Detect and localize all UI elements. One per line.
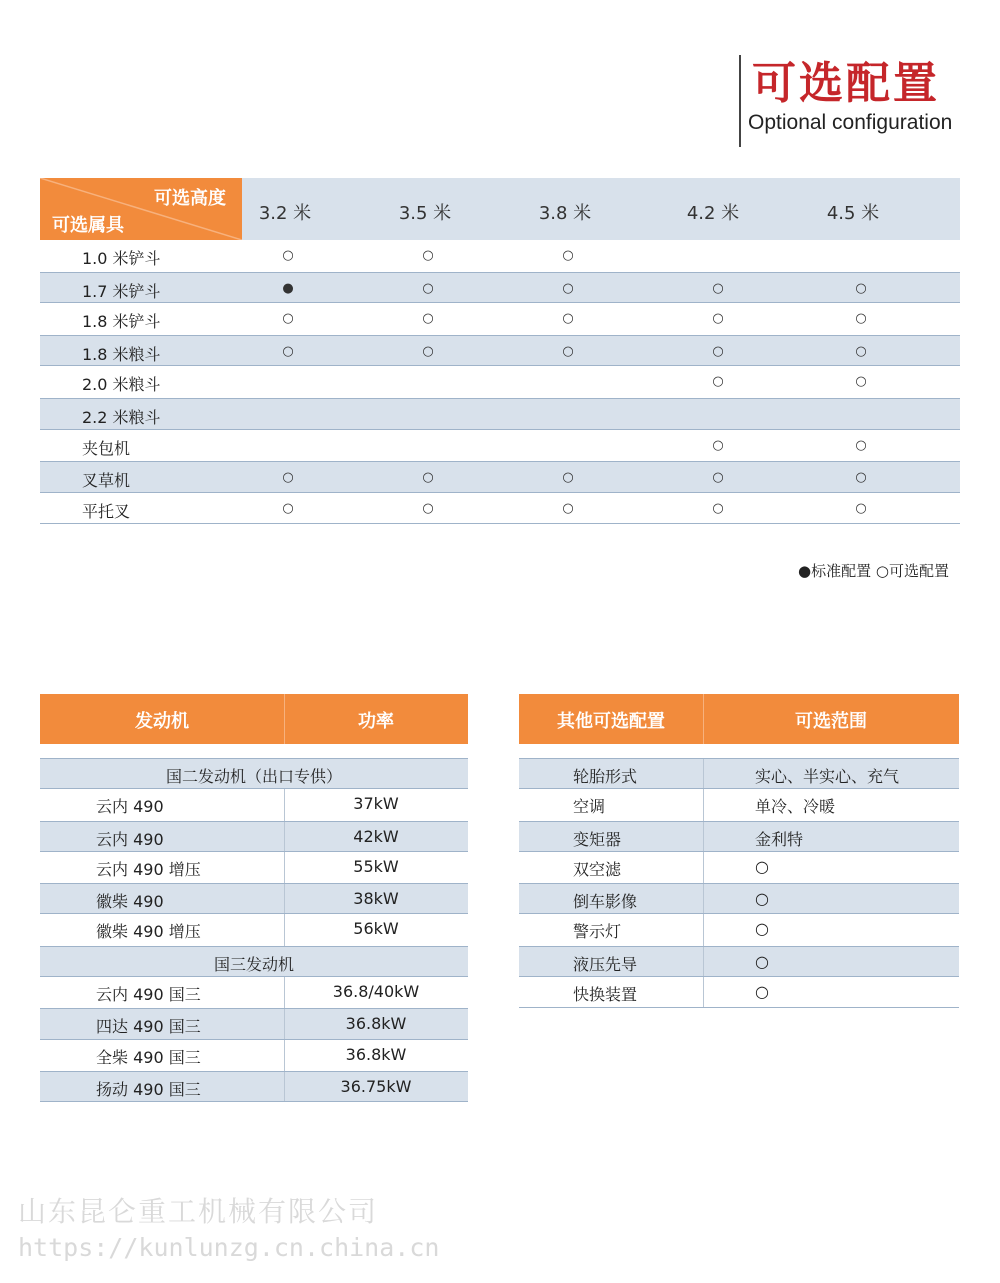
height-col-5: 4.5 米: [826, 203, 880, 224]
option-name: 倒车影像: [573, 892, 638, 912]
attachment-label: 叉草机: [82, 471, 131, 491]
engine-group-label: 国二发动机（出口专供）: [165, 767, 342, 786]
option-range: ○: [755, 982, 769, 1002]
option-marker: ○: [712, 311, 724, 327]
option-marker: ○: [712, 470, 724, 486]
option-marker: ○: [422, 470, 434, 486]
option-marker: ○: [282, 500, 294, 516]
attachment-label: 1.0 米铲斗: [82, 249, 161, 268]
option-marker: ○: [712, 437, 724, 453]
option-marker: ○: [282, 311, 294, 327]
engine-group-row: [40, 946, 468, 977]
table-row: [40, 366, 960, 398]
table-row: [519, 977, 959, 1008]
option-marker: ○: [855, 374, 867, 390]
option-marker: ○: [562, 280, 574, 296]
attachment-label: 夹包机: [82, 438, 131, 458]
engine-power: 36.8/40kW: [332, 982, 420, 1002]
table-row: [40, 883, 468, 914]
attachment-label: 平托叉: [82, 501, 131, 521]
engine-table: [40, 694, 468, 1102]
option-marker: ○: [562, 470, 574, 486]
table-row: [40, 1040, 468, 1071]
option-name: 液压先导: [573, 954, 638, 974]
engine-power: 38kW: [353, 889, 399, 909]
table-row: [40, 914, 468, 945]
option-marker: ○: [422, 280, 434, 296]
company-watermark: 山东昆仑重工机械有限公司: [18, 1195, 379, 1228]
page-subtitle: Optional configuration: [748, 111, 953, 134]
height-col-1: 3.2 米: [258, 203, 312, 224]
engine-power: 37kW: [353, 794, 399, 814]
table-row: [40, 430, 960, 462]
option-col-header: 其他可选配置: [557, 711, 665, 732]
table-row: [40, 272, 960, 304]
engine-power: 56kW: [353, 919, 399, 939]
option-range: 实心、半实心、充气: [755, 767, 900, 786]
option-marker: ○: [422, 311, 434, 327]
option-marker: ○: [422, 500, 434, 516]
option-range: 金利特: [755, 829, 804, 849]
option-range: 单冷、冷暖: [755, 797, 836, 817]
option-marker: ○: [712, 280, 724, 296]
attachment-label: 2.2 米粮斗: [82, 407, 161, 427]
option-range: ○: [755, 889, 769, 909]
table-row: [519, 946, 959, 977]
option-marker: ○: [282, 470, 294, 486]
table-row: [40, 1071, 468, 1102]
option-marker: ○: [562, 248, 574, 263]
option-marker: ○: [712, 343, 724, 359]
engine-group-row: [40, 758, 468, 789]
engine-name: 全柴 490 国三: [96, 1047, 201, 1067]
attachments-table: [40, 178, 960, 524]
legend: ●标准配置 ○可选配置: [798, 562, 949, 580]
engine-name: 四达 490 国三: [96, 1017, 201, 1037]
header-divider: [739, 55, 741, 147]
option-marker: ○: [712, 500, 724, 516]
option-marker: ○: [855, 343, 867, 359]
option-marker: ○: [855, 500, 867, 516]
table-row: [40, 821, 468, 852]
engine-power: 36.8kW: [345, 1044, 407, 1064]
power-col-header: 功率: [358, 711, 394, 732]
table-row: [40, 789, 468, 820]
engine-name: 云内 490 国三: [96, 985, 201, 1005]
height-col-2: 3.5 米: [398, 203, 452, 224]
option-range: ○: [755, 856, 769, 876]
option-marker: ○: [562, 311, 574, 327]
option-marker: ○: [855, 437, 867, 453]
option-marker: ○: [562, 500, 574, 516]
option-name: 警示灯: [573, 922, 622, 942]
engine-table-header: [40, 694, 468, 744]
option-name: 快换装置: [573, 985, 638, 1005]
attachments-header-row: [40, 178, 960, 240]
option-name: 轮胎形式: [573, 767, 638, 786]
table-row: [519, 883, 959, 914]
option-marker: ○: [282, 343, 294, 359]
table-row: [519, 789, 959, 820]
engine-name: 云内 490: [96, 797, 164, 817]
option-range: ○: [755, 951, 769, 971]
table-row: [519, 821, 959, 852]
table-row: [40, 1008, 468, 1039]
table-row: [40, 461, 960, 493]
attachment-label: 1.7 米铲斗: [82, 281, 161, 301]
engine-power: 55kW: [353, 856, 399, 876]
table-row: [519, 852, 959, 883]
option-marker: ●: [282, 280, 294, 296]
engine-power: 42kW: [353, 826, 399, 846]
corner-label-attachment: 可选属具: [52, 215, 124, 236]
engine-name: 徽柴 490 增压: [96, 922, 201, 942]
height-col-4: 4.2 米: [686, 203, 740, 224]
attachment-label: 1.8 米粮斗: [82, 344, 161, 364]
table-row: [40, 398, 960, 430]
option-marker: ○: [855, 470, 867, 486]
table-row: [519, 914, 959, 945]
height-col-3: 3.8 米: [538, 203, 592, 224]
attachment-label: 2.0 米粮斗: [82, 375, 161, 395]
option-name: 变矩器: [573, 829, 622, 849]
option-marker: ○: [562, 343, 574, 359]
range-col-header: 可选范围: [795, 711, 867, 732]
other-table-header: [519, 694, 959, 744]
option-marker: ○: [422, 248, 434, 263]
option-marker: ○: [855, 280, 867, 296]
attachment-label: 1.8 米铲斗: [82, 312, 161, 332]
table-row: [40, 493, 960, 525]
option-marker: ○: [855, 311, 867, 327]
option-name: 双空滤: [573, 859, 622, 879]
option-marker: ○: [422, 343, 434, 359]
page-title: 可选配置: [752, 58, 940, 109]
option-range: ○: [755, 919, 769, 939]
engine-name: 徽柴 490: [96, 892, 164, 912]
option-marker: ○: [282, 248, 294, 263]
engine-name: 云内 490 增压: [96, 859, 201, 879]
engine-col-header: 发动机: [135, 711, 189, 732]
option-marker: ○: [712, 374, 724, 390]
engine-group-label: 国三发动机: [213, 954, 294, 974]
url-watermark: https://kunlunzg.cn.china.cn: [18, 1233, 440, 1262]
engine-name: 云内 490: [96, 829, 164, 849]
engine-power: 36.75kW: [340, 1076, 412, 1096]
corner-label-height: 可选高度: [154, 188, 226, 209]
table-row: [519, 758, 959, 789]
table-row: [40, 852, 468, 883]
table-row: [40, 335, 960, 367]
option-name: 空调: [573, 797, 606, 817]
table-row: [40, 240, 960, 272]
engine-name: 扬动 490 国三: [96, 1079, 201, 1099]
table-row: [40, 303, 960, 335]
engine-power: 36.8kW: [345, 1014, 407, 1034]
table-row: [40, 977, 468, 1008]
other-options-table: [519, 694, 959, 1008]
header-corner-cell: [40, 178, 242, 240]
